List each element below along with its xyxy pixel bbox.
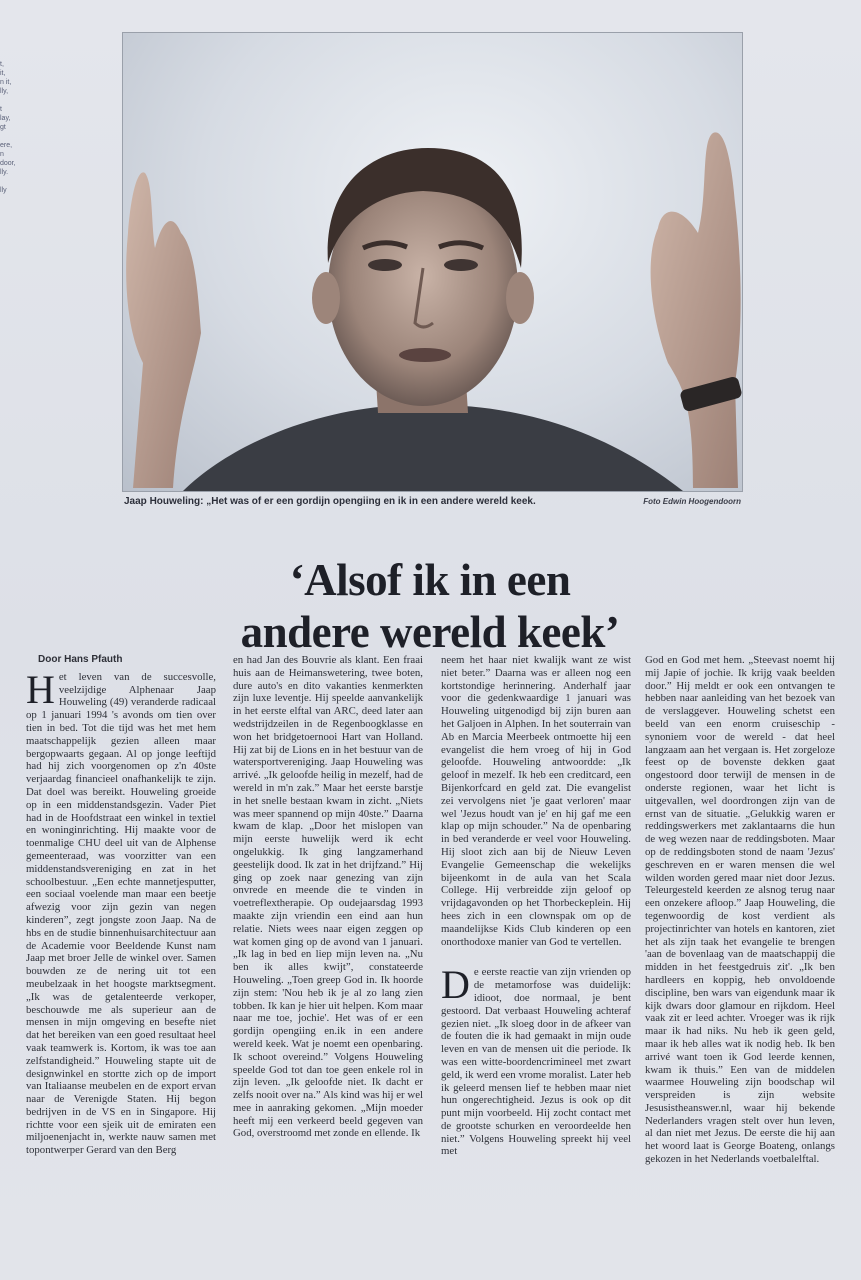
margin-fragment: t,: [0, 61, 4, 68]
margin-fragment: [0, 96, 14, 105]
headline-line-2: andere wereld keek’: [240, 607, 620, 658]
margin-fragment: [0, 132, 14, 141]
margin-fragment: lly.: [0, 169, 9, 176]
article-column-3: [441, 654, 631, 1274]
article-column-1: [26, 654, 216, 1274]
margin-fragment: lly,: [0, 88, 9, 95]
column-3-text-part-b: e eerste reactie van zijn vrienden op de metamorfose was duidelijk: idioot, doe normaal, je bent gestoord. Dat verbaast Houweling achteraf gezien niet. „Ik sloeg door in de afkeer van de fouten die ik had gemaakt in mijn oude leven en van de mensen uit die periode. Ik was een witte-boordencrimineel met zwart geld, ik werd een vrome moralist. Later heb ik geleerd mensen lief te hebben maar niet hun ongerechtigheid. Jezus is ook op dit punt mijn voorbeeld. Hij zocht contact met de grootste schurken en veroordeelde hen niet.” Volgens Houweling spreekt hij veel met: [441, 966, 631, 1158]
margin-fragment: t: [0, 106, 2, 113]
article-column-2: [233, 654, 423, 1274]
column-1-text: et leven van de succesvolle, veelzijdige Alphenaar Jaap Houweling (49) veranderde radicaal op 1 januari 1994 's avonds om tien over tien in bed. Tot die tijd was het met hem maatschappelijk gezien alleen maar bergopwaarts gegaan. Al op jonge leeftijd had hij zich voorgenomen op z'n 40ste verjaardag financieel onafhankelijk te zijn. Dat doel was bereikt. Houweling groeide op in een middenstandsgezin. Vader Piet had in de Hoofdstraat een winkel in textiel en woninginrichting. Hij maakte voor de toenmalige CHU deel uit van de Alphense gemeenteraad, was voorzitter van een middenstandsvereniging en zat in het schoolbestuur. „Een echte mannetjesputter, een sociaal voelende man maar een beetje afwezig voor zijn gezin van negen kinderen”, zegt jongste zoon Jaap. Na de hbs en de studie binnenhuisarchitectuur aan de Academie voor Beeldende Kunst nam Jaap met broer Jelle de winkel over. Samen bouwden ze de nering uit tot een meubelzaak in het hoogste marktsegment. „Ik was de getalenteerde verkoper, beschouwde me als superieur aan de mensen in mijn omgeving en besefte niet dat het bereiken van een goed resultaat heel vaak teamwerk is. Kortom, ik was toe aan zelfstandigheid.” Houweling stapte uit de designwinkel en stortte zich op de import van Italiaanse meubelen en de export ervan naar de Verenigde Staten. Hij begon bedrijven in de VS en in Singapore. Hij richtte voor een sjeik uit de emiraten een miljoenenjacht in, werkte nauw samen met topontwerper Gerard van den Berg: [26, 670, 216, 1157]
margin-fragment: lay,: [0, 115, 11, 122]
article-column-4: [645, 654, 835, 1274]
photo-credit: Foto Edwin Hoogendoorn: [643, 497, 741, 506]
margin-fragment: door,: [0, 160, 16, 167]
column-4-text: God en God met hem. „Steevast noemt hij mij Japie of jochie. Ik krijg vaak beelden door.” Hij meldt er ook een ontvangen te hebben naar aanleiding van het bezoek van de verslaggever. Houweling schetst een beeld van een enorm cruiseschip - synoniem voor de wereld - dat heel langzaam aan het vergaan is. Het zorgeloze feest op de bovenste dekken gaat ongestoord door terwijl de mensen in de onderste regionen, waar het licht is uitgevallen, wel doordrongen zijn van de ernst van de situatie. „Gelukkig waren er reddingswerkers met zaklantaarns die hun de weg wezen naar de reddingsboten. Maar op de reddingsboten stond de naam 'Jezus' geschreven en er waren mensen die wel wilden worden gered maar niet door Jezus. Teleurgesteld keerden ze alsnog terug naar een onzekere afloop.” Jaap Houweling, die tegenwoordig de kost verdient als projectinrichter van hotels en kantoren, ziet het als zijn taak het evangelie te brengen 'aan de bovenlaag van de maatschappij die midden in het feestgedruis zit'. „Ik ben hardleers en koppig, heb onvoldoende discipline, ben wars van eigendunk maar ik kijk dwars door glamour en rijkdom. Heel vaak zit er leed achter. Vroeger was ik rijk maar ik had niks. Nu heb ik geen geld, maar ik heb alles wat ik nodig heb. Ik ben arrivé want toen ik God leerde kennen, kwam ik thuis.” Een van de middelen waarmee Houweling zijn boodschap wil verspreiden is zijn website Jesusistheanswer.nl, waar hij bekende Nederlanders vragen stelt over hun leven, al dan niet met Jezus. De eerste die hij aan het woord laat is George Boateng, onlangs gekozen in het Nederlands voetbalelftal.: [645, 654, 835, 1166]
drop-cap: D: [441, 962, 470, 1008]
drop-cap: H: [26, 666, 55, 712]
byline: Door Hans Pfauth: [38, 654, 123, 665]
headline-line-1: ‘Alsof ik in een: [289, 555, 571, 606]
margin-fragment: it,: [0, 70, 6, 77]
margin-fragment: ere,: [0, 142, 13, 149]
column-2-text: en had Jan des Bouvrie als klant. Een fraai huis aan de Heimanswetering, twee boten, dure auto's en dito vakanties kenmerkten zijn luxe leventje. Hij speelde aanvankelijk in het eerste elftal van ARC, deed later aan wedstrijdzeilen in de Regenboogklasse en won het bridgetoernooi Hart van Holland. Hij zat bij de Lions en in het bestuur van de watersportvereniging. Jaap Houweling was arrivé. „Ik geloofde heilig in mezelf, had de wereld in m'n zak.” Maar het eerste barstje in het snelle bestaan kwam in zicht. „Niets was meer spannend op mijn 40ste.” Daarna kwam de klap. „Door het mislopen van mijn eerste huwelijk werd ik echt ongelukkig. Ik ging langzamerhand geestelijk dood. Ik zat in het drijfzand.” Hij ging op zoek naar genezing van zijn onvrede en meende die te vinden in voetreflextherapie. Op oudejaarsdag 1993 maakte zijn vriendin een eind aan hun relatie. Niets wees naar eigen zeggen op wat komen ging op de avond van 1 januari. „Ik lag in bed en liep mijn leven na. „Nu ben ik alles kwijt”, constateerde Houweling. „Toen greep God in. Ik hoorde zijn stem: 'Nou heb ik je al zo lang zien tobben. Ik kan je hier uit helpen. Kom maar naar me toe, jochie'. Het was of er een gordijn opengiing en.ik in een andere wereld keek. Wat je noemt een openbaring. Ik schoot overeind.” Volgens Houweling speelde God tot dan toe geen enkele rol in zijn leven. „Ik geloofde niet. Ik dacht er zelfs nooit over na.” Als kind was hij er wel mee in aanraking gekomen. „Mijn moeder heeft mij een verkeerd beeld gegeven van God, overstroomd met zonde en ellende. Ik: [233, 654, 423, 1140]
article-headline: [150, 554, 710, 658]
photo-caption: Jaap Houweling: „Het was of er een gordijn opengiing en ik in een andere wereld keek.: [124, 496, 536, 507]
margin-text-fragments: [0, 60, 14, 230]
article-photo: [122, 32, 743, 492]
column-3-text-part-a: neem het haar niet kwalijk want ze wist niet beter.” Daarna was er alleen nog een kortstondige herinnering. Anderhalf jaar voor die gedenkwaardige 1 januari was Houweling uitgenodigd bij zijn buren aan het Galjoen in Alphen. In het souterrain van Ab en Marcia Meerbeek ontmoette hij een evangelist die hem vroeg of hij in God geloofde. Houweling antwoordde: „Ik geloof in mezelf. Ik heb een creditcard, een Bijenkorfcard en geld zat. Die evangelist zei vervolgens niet 'je gaat verloren' maar wel 'Jezus houdt van je' en hij gaf me een klap op mijn schouder.” Na de openbaring in bed veranderde er veel voor Houweling. Hij sloot zich aan bij de Nieuw Leven Evangelie Gemeenschap die wekelijks bijeenkomt in de aula van het Scala College. Hij verbreidde zijn geloof op vrijdagavonden op het Thorbeckeplein. Hij hees zich in een clownspak om op de maandelijkse Kids Club kinderen op een onorthodoxe manier van God te vertellen.: [441, 654, 631, 948]
margin-fragment: [0, 177, 14, 186]
portrait-photo-illustration: [123, 33, 742, 491]
margin-fragment: n it,: [0, 79, 12, 86]
margin-fragment: n: [0, 151, 4, 158]
margin-fragment: lly: [0, 187, 7, 194]
margin-fragment: gt: [0, 124, 6, 131]
